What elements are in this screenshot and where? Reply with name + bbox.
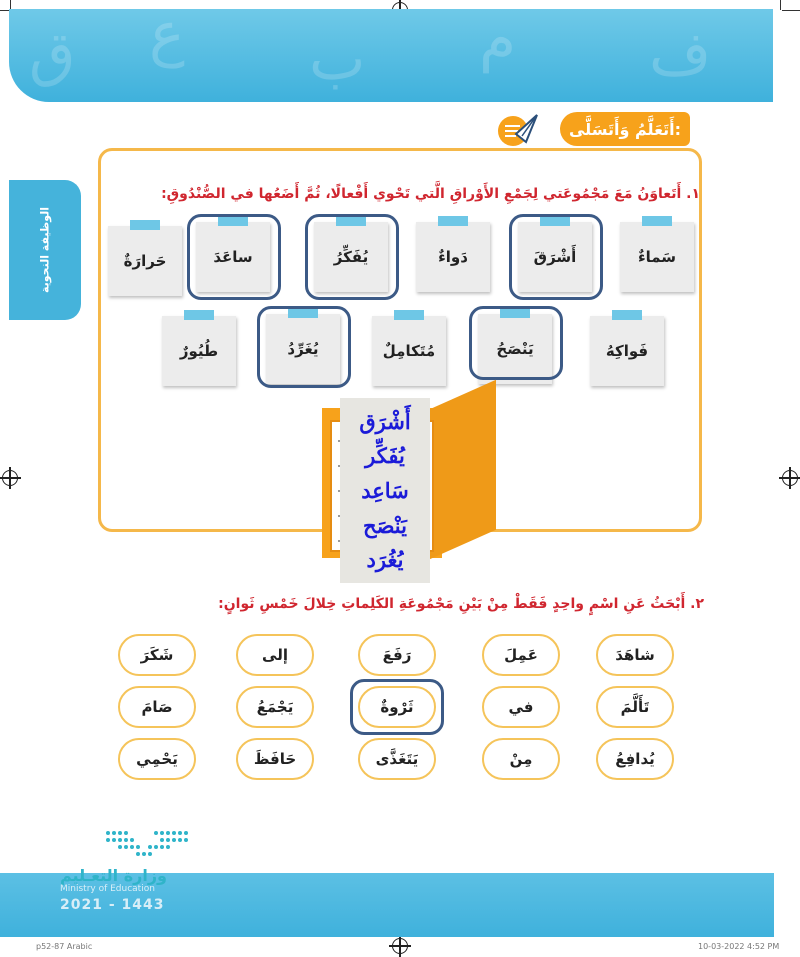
word-card-label: دَواءٌ	[438, 248, 468, 266]
word-card-label: مُتَكامِلٌ	[382, 342, 436, 360]
word-pill-label: يَجْمَعُ	[256, 698, 294, 716]
word-card-label: فَواكِهُ	[605, 342, 649, 360]
selection-outline	[305, 214, 399, 300]
word-card[interactable]	[620, 222, 694, 292]
word-card-label: يُغَرِّدُ	[287, 340, 319, 358]
word-card-label: يُفَكِّرُ	[333, 248, 369, 266]
word-card[interactable]	[372, 316, 446, 386]
selection-outline	[469, 306, 563, 380]
ministry-logo-icon	[104, 828, 190, 858]
word-card-label: حَرارَةٌ	[123, 252, 167, 270]
answer-word: يُغُرَد	[366, 547, 404, 573]
registration-mark-icon	[392, 938, 408, 954]
question-1-title: ١. أَتَعاوَنُ مَعَ مَجْمُوعَتي لِجَمْعِ الأَوْراقِ الَّتي تَحْوي أَفْعالًا، ثُمَّ أَضَعُها في الصُّنْدُوقِ:	[161, 186, 700, 202]
ministry-name-english: Ministry of Education	[60, 884, 155, 894]
word-pill[interactable]	[358, 738, 436, 780]
selection-outline	[257, 306, 351, 388]
word-pill-label: تَأَلَّمَ	[620, 698, 650, 716]
word-pill-label: شَكَرَ	[140, 646, 174, 664]
crop-mark	[780, 0, 781, 10]
word-card[interactable]	[590, 316, 664, 386]
word-pill-label: يَحْمِي	[136, 750, 178, 768]
answer-box-side	[428, 380, 496, 560]
word-pill-label: شاهَدَ	[615, 646, 655, 664]
word-card-label: ساعَدَ	[213, 248, 253, 266]
word-pill-label: في	[508, 698, 534, 716]
word-pill[interactable]	[596, 634, 674, 676]
answer-word: سَاعِد	[361, 477, 409, 503]
side-tab	[9, 180, 81, 320]
word-pill[interactable]	[118, 738, 196, 780]
word-pill-label: مِنْ	[509, 750, 533, 768]
word-pill[interactable]	[118, 686, 196, 728]
word-pill[interactable]	[596, 738, 674, 780]
word-pill[interactable]	[482, 738, 560, 780]
word-card-label: سَماءٌ	[637, 248, 677, 266]
word-card-label: طُيُورٌ	[179, 342, 219, 360]
edition-year: 2021 - 1443	[60, 897, 165, 913]
word-pill-label: ثَرْوةٌ	[380, 698, 414, 716]
word-pill[interactable]	[482, 634, 560, 676]
word-pill-label: رَفَعَ	[382, 646, 412, 664]
answer-word: أَشْرَق	[359, 408, 411, 434]
print-slug: p52-87 Arabic	[36, 942, 93, 951]
word-card-label: يَنْصَحُ	[496, 340, 534, 358]
answer-word: يَنْصَح	[363, 512, 407, 538]
registration-mark-icon	[2, 470, 18, 486]
print-date: 10-03-2022 4:52 PM	[698, 942, 780, 951]
section-title: أَتَعَلَّمُ وَأَتَسَلَّى:	[568, 119, 681, 139]
word-pill[interactable]	[236, 686, 314, 728]
word-pill-label: يَتَغَذَّى	[375, 750, 419, 768]
word-pill[interactable]	[482, 686, 560, 728]
answer-word: يُفَكِّر	[365, 443, 405, 469]
word-pill-label: صَامَ	[141, 698, 173, 716]
selection-outline	[350, 679, 444, 735]
word-pill[interactable]	[118, 634, 196, 676]
top-decorative-band: ق ع ب م ف	[9, 9, 773, 102]
paper-plane-icon	[496, 112, 538, 148]
crop-mark	[782, 10, 800, 11]
word-pill[interactable]	[358, 634, 436, 676]
word-pill[interactable]	[236, 634, 314, 676]
handwritten-answers	[340, 398, 430, 583]
word-pill[interactable]	[236, 738, 314, 780]
selection-outline	[187, 214, 281, 300]
word-pill[interactable]	[596, 686, 674, 728]
ministry-name-arabic: وزارة التعـليم	[60, 866, 167, 885]
side-tab-label: الوظيفة النحوية	[38, 206, 52, 294]
word-pill-label: حَافَظَ	[253, 750, 297, 768]
section-header	[560, 112, 690, 146]
word-pill-label: يُدافِعُ	[615, 750, 655, 768]
word-card[interactable]	[108, 226, 182, 296]
word-card-label: أَشْرَقَ	[533, 248, 577, 266]
word-card[interactable]	[162, 316, 236, 386]
word-card[interactable]	[416, 222, 490, 292]
word-pill-label: عَمِلَ	[504, 646, 538, 664]
selection-outline	[509, 214, 603, 300]
word-pill-label: إلى	[262, 646, 288, 664]
registration-mark-icon	[782, 470, 798, 486]
question-2-title: ٢. أَبْحَثُ عَنِ اسْمٍ واحِدٍ فَقَطْ مِنْ بَيْنِ مَجْمُوعَةِ الكَلِماتِ خِلالَ خَمْسِ ثَوانٍ:	[218, 596, 704, 612]
